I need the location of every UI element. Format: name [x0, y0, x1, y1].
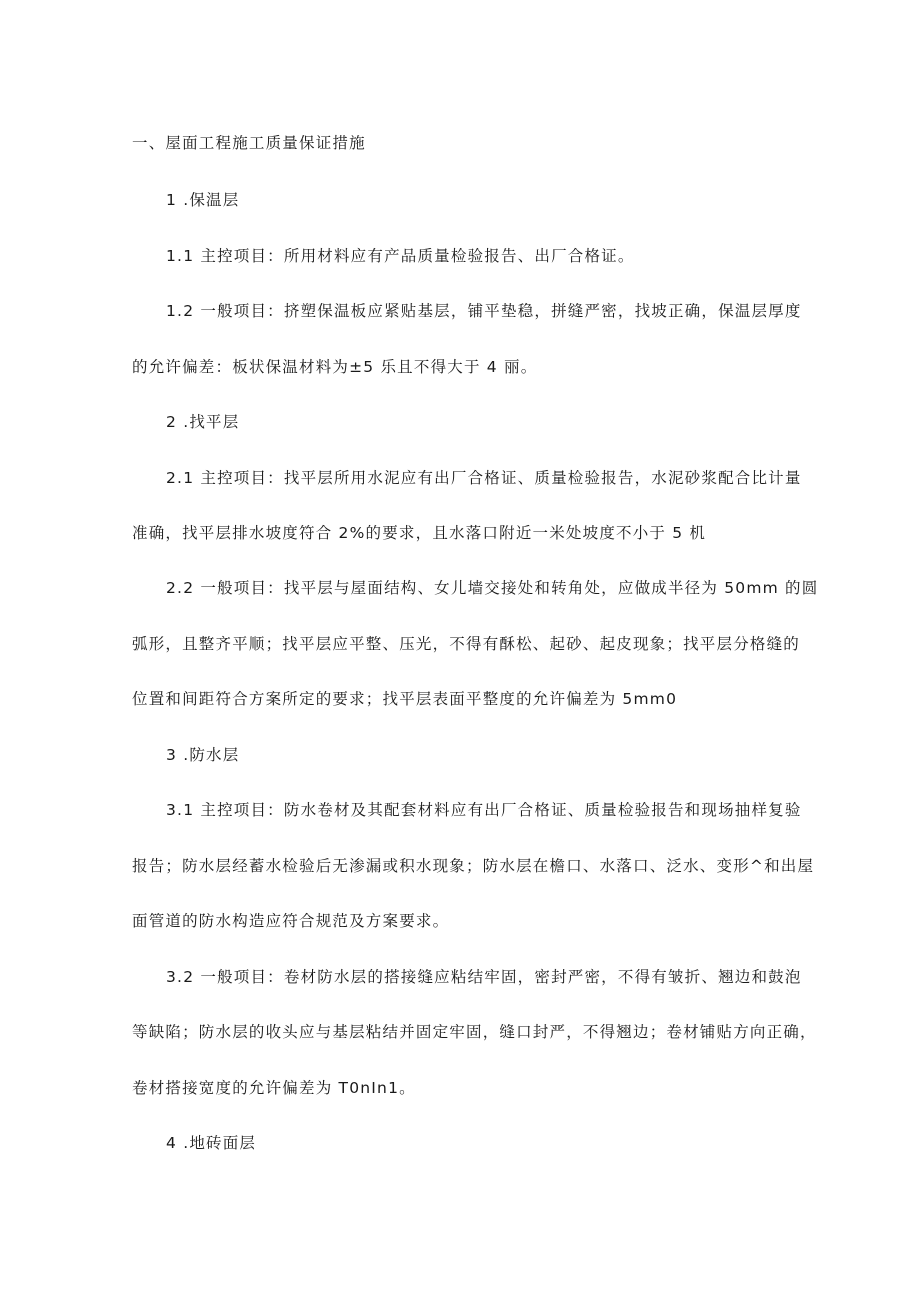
- paragraph-line: 1.1 主控项目：所用材料应有产品质量检验报告、出厂合格证。: [166, 247, 635, 265]
- paragraph-line: 1.2 一般项目：挤塑保温板应紧贴基层，铺平垫稳，拼缝严密，找坡正确，保温层厚度: [166, 302, 802, 320]
- section-heading-insulation: 1 .保温层: [166, 191, 240, 209]
- paragraph-line: 准确，找平层排水坡度符合 2%的要求，且水落口附近一米处坡度不小于 5 机: [132, 524, 707, 542]
- paragraph-line: 3.1 主控项目：防水卷材及其配套材料应有出厂合格证、质量检验报告和现场抽样复验: [166, 801, 802, 819]
- section-heading-leveling: 2 .找平层: [166, 413, 240, 431]
- section-heading-floor-tile: 4 .地砖面层: [166, 1134, 257, 1152]
- document-title: 一、屋面工程施工质量保证措施: [132, 134, 366, 152]
- paragraph-line: 位置和间距符合方案所定的要求；找平层表面平整度的允许偏差为 5mm0: [132, 690, 678, 708]
- paragraph-line: 报告；防水层经蓄水检验后无渗漏或积水现象；防水层在檐口、水落口、泛水、变形^和出屋: [132, 857, 815, 875]
- paragraph-line: 3.2 一般项目：卷材防水层的搭接缝应粘结牢固，密封严密，不得有皱折、翘边和鼓泡: [166, 968, 802, 986]
- paragraph-line: 等缺陷；防水层的收头应与基层粘结并固定牢固，缝口封严，不得翘边；卷材铺贴方向正确，: [132, 1023, 817, 1041]
- paragraph-line: 弧形，且整齐平顺；找平层应平整、压光，不得有酥松、起砂、起皮现象；找平层分格缝的: [132, 635, 801, 653]
- paragraph-line: 卷材搭接宽度的允许偏差为 T0nIn1。: [132, 1079, 416, 1097]
- section-heading-waterproof: 3 .防水层: [166, 746, 240, 764]
- paragraph-line: 2.2 一般项目：找平层与屋面结构、女儿墙交接处和转角处，应做成半径为 50mm 的圆: [166, 579, 819, 597]
- paragraph-line: 2.1 主控项目：找平层所用水泥应有出厂合格证、质量检验报告，水泥砂浆配合比计量: [166, 469, 802, 487]
- paragraph-line: 的允许偏差：板状保温材料为±5 乐且不得大于 4 丽。: [132, 358, 538, 376]
- paragraph-line: 面管道的防水构造应符合规范及方案要求。: [132, 912, 450, 930]
